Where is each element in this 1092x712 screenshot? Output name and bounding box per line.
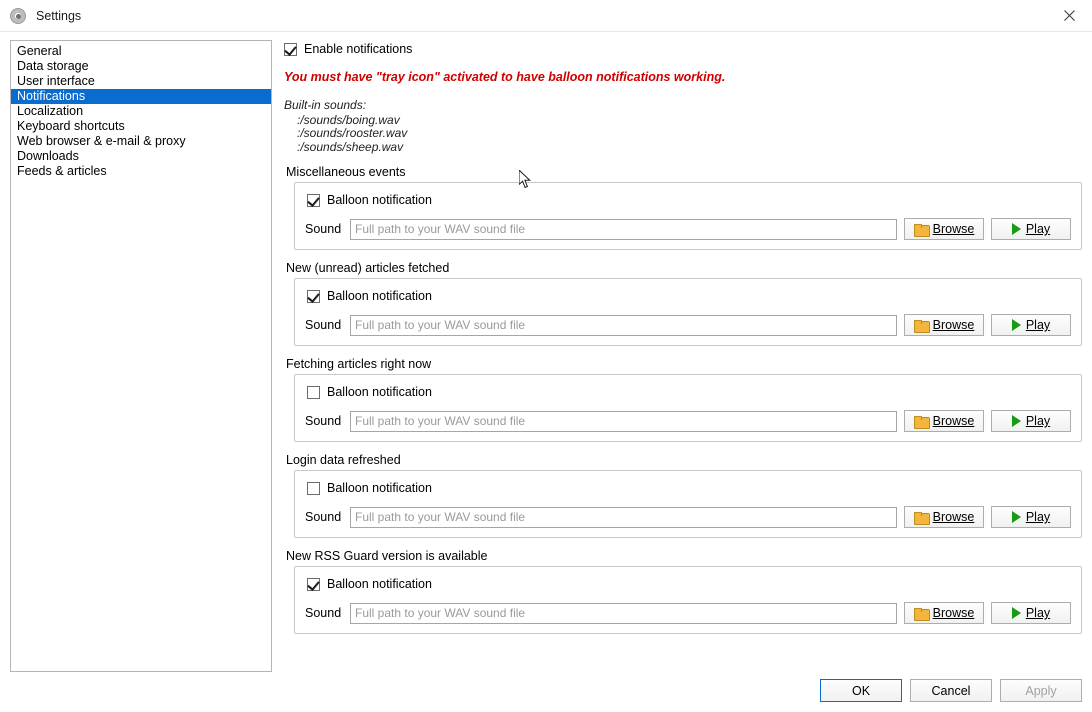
play-button[interactable]	[991, 602, 1071, 624]
balloon-notification-row[interactable]	[307, 191, 1071, 209]
group-title: New (unread) articles fetched	[286, 261, 450, 275]
play-button-label: Play	[1025, 510, 1051, 524]
notification-group-new-unread-articles-fetched	[284, 261, 1082, 346]
play-button-label: Play	[1025, 222, 1051, 236]
group-title: Fetching articles right now	[286, 357, 432, 371]
folder-icon	[914, 416, 928, 427]
sidebar-item-label: Data storage	[17, 59, 89, 73]
ok-button-label: OK	[851, 683, 871, 698]
group-title: Login data refreshed	[286, 453, 401, 467]
browse-button-label: Browse	[932, 606, 975, 620]
sidebar-item-label: Downloads	[17, 149, 79, 163]
tray-icon-warning: You must have "tray icon" activated to have balloon notifications working.	[284, 70, 726, 84]
balloon-notification-label: Balloon notification	[327, 385, 432, 399]
notification-group-login-data-refreshed	[284, 453, 1082, 538]
sidebar-item-keyboard-shortcuts[interactable]	[11, 119, 271, 134]
balloon-notification-checkbox[interactable]	[307, 290, 320, 303]
enable-notifications-checkbox[interactable]	[284, 43, 297, 56]
notifications-panel	[272, 40, 1082, 712]
sound-label: Sound	[305, 318, 342, 332]
balloon-notification-checkbox[interactable]	[307, 578, 320, 591]
balloon-notification-checkbox[interactable]	[307, 386, 320, 399]
sidebar-item-label: Notifications	[17, 89, 86, 103]
builtin-sound-path: :/sounds/boing.wav	[297, 112, 400, 127]
group-box	[294, 374, 1082, 442]
sidebar-item-user-interface[interactable]	[11, 74, 271, 89]
browse-button-label: Browse	[932, 318, 975, 332]
sound-row	[305, 218, 1071, 240]
group-box	[294, 182, 1082, 250]
sidebar-item-label: User interface	[17, 74, 95, 88]
play-button[interactable]	[991, 218, 1071, 240]
cancel-button[interactable]	[910, 679, 992, 702]
ok-button[interactable]	[820, 679, 902, 702]
sound-label: Sound	[305, 222, 342, 236]
play-icon	[1012, 607, 1021, 619]
sound-row	[305, 410, 1071, 432]
group-box	[294, 470, 1082, 538]
browse-button-label: Browse	[932, 414, 975, 428]
sidebar-item-label: Localization	[17, 104, 84, 118]
sidebar-item-general[interactable]	[11, 44, 271, 59]
sound-row	[305, 602, 1071, 624]
play-button-label: Play	[1025, 414, 1051, 428]
play-icon	[1012, 223, 1021, 235]
balloon-notification-row[interactable]	[307, 287, 1071, 305]
dialog-button-bar	[820, 679, 1082, 702]
play-icon	[1012, 415, 1021, 427]
close-button[interactable]	[1046, 0, 1092, 31]
sound-label: Sound	[305, 606, 342, 620]
sidebar-item-web-browser-email-proxy[interactable]	[11, 134, 271, 149]
play-icon	[1012, 319, 1021, 331]
balloon-notification-row[interactable]	[307, 479, 1071, 497]
play-icon	[1012, 511, 1021, 523]
enable-notifications-label: Enable notifications	[304, 42, 413, 56]
builtin-sound-path: :/sounds/rooster.wav	[297, 126, 408, 140]
sound-path-input[interactable]	[350, 315, 897, 336]
sidebar-item-label: Web browser & e-mail & proxy	[17, 134, 186, 148]
notification-group-miscellaneous-events	[284, 165, 1082, 250]
sound-path-input[interactable]	[350, 411, 897, 432]
play-button-label: Play	[1025, 318, 1051, 332]
browse-button[interactable]	[904, 410, 984, 432]
group-box	[294, 566, 1082, 634]
group-title: Miscellaneous events	[286, 165, 406, 179]
sound-path-input[interactable]	[350, 507, 897, 528]
browse-button-label: Browse	[932, 510, 975, 524]
gear-icon	[10, 8, 26, 24]
sound-row	[305, 506, 1071, 528]
browse-button[interactable]	[904, 602, 984, 624]
group-title: New RSS Guard version is available	[286, 549, 488, 563]
balloon-notification-checkbox[interactable]	[307, 194, 320, 207]
apply-button-label: Apply	[1025, 683, 1057, 698]
balloon-notification-label: Balloon notification	[327, 193, 432, 207]
browse-button[interactable]	[904, 218, 984, 240]
builtin-sounds-heading: Built-in sounds:	[284, 98, 367, 112]
sound-label: Sound	[305, 414, 342, 428]
sidebar-item-label: Keyboard shortcuts	[17, 119, 125, 133]
folder-icon	[914, 512, 928, 523]
folder-icon	[914, 320, 928, 331]
balloon-notification-checkbox[interactable]	[307, 482, 320, 495]
sidebar-item-label: Feeds & articles	[17, 164, 107, 178]
sound-row	[305, 314, 1071, 336]
balloon-notification-label: Balloon notification	[327, 289, 432, 303]
balloon-notification-label: Balloon notification	[327, 577, 432, 591]
sidebar-item-feeds-articles[interactable]	[11, 164, 271, 179]
sound-label: Sound	[305, 510, 342, 524]
browse-button[interactable]	[904, 506, 984, 528]
play-button[interactable]	[991, 506, 1071, 528]
sidebar-item-localization[interactable]	[11, 104, 271, 119]
balloon-notification-row[interactable]	[307, 575, 1071, 593]
builtin-sound-path: :/sounds/sheep.wav	[297, 139, 404, 154]
sidebar-item-label: General	[17, 44, 62, 58]
sound-path-input[interactable]	[350, 219, 897, 240]
window-title: Settings	[36, 8, 82, 23]
browse-button[interactable]	[904, 314, 984, 336]
enable-notifications-row[interactable]	[284, 40, 1082, 58]
play-button[interactable]	[991, 314, 1071, 336]
notification-group-new-rss-guard-version	[284, 549, 1082, 634]
browse-button-label: Browse	[932, 222, 975, 236]
play-button-label: Play	[1025, 606, 1051, 620]
balloon-notification-label: Balloon notification	[327, 481, 432, 495]
balloon-notification-row[interactable]	[307, 383, 1071, 401]
settings-category-list[interactable]	[10, 40, 272, 672]
notification-group-fetching-articles-right-now	[284, 357, 1082, 442]
folder-icon	[914, 608, 928, 619]
sound-path-input[interactable]	[350, 603, 897, 624]
apply-button[interactable]	[1000, 679, 1082, 702]
close-icon	[1064, 10, 1075, 21]
sidebar-item-notifications[interactable]	[11, 89, 271, 104]
cancel-button-label: Cancel	[931, 683, 971, 698]
window-titlebar	[0, 0, 1092, 32]
folder-icon	[914, 224, 928, 235]
settings-body	[0, 32, 1092, 712]
builtin-sounds-block	[284, 99, 1082, 154]
sidebar-item-data-storage[interactable]	[11, 59, 271, 74]
play-button[interactable]	[991, 410, 1071, 432]
sidebar-item-downloads[interactable]	[11, 149, 271, 164]
group-box	[294, 278, 1082, 346]
